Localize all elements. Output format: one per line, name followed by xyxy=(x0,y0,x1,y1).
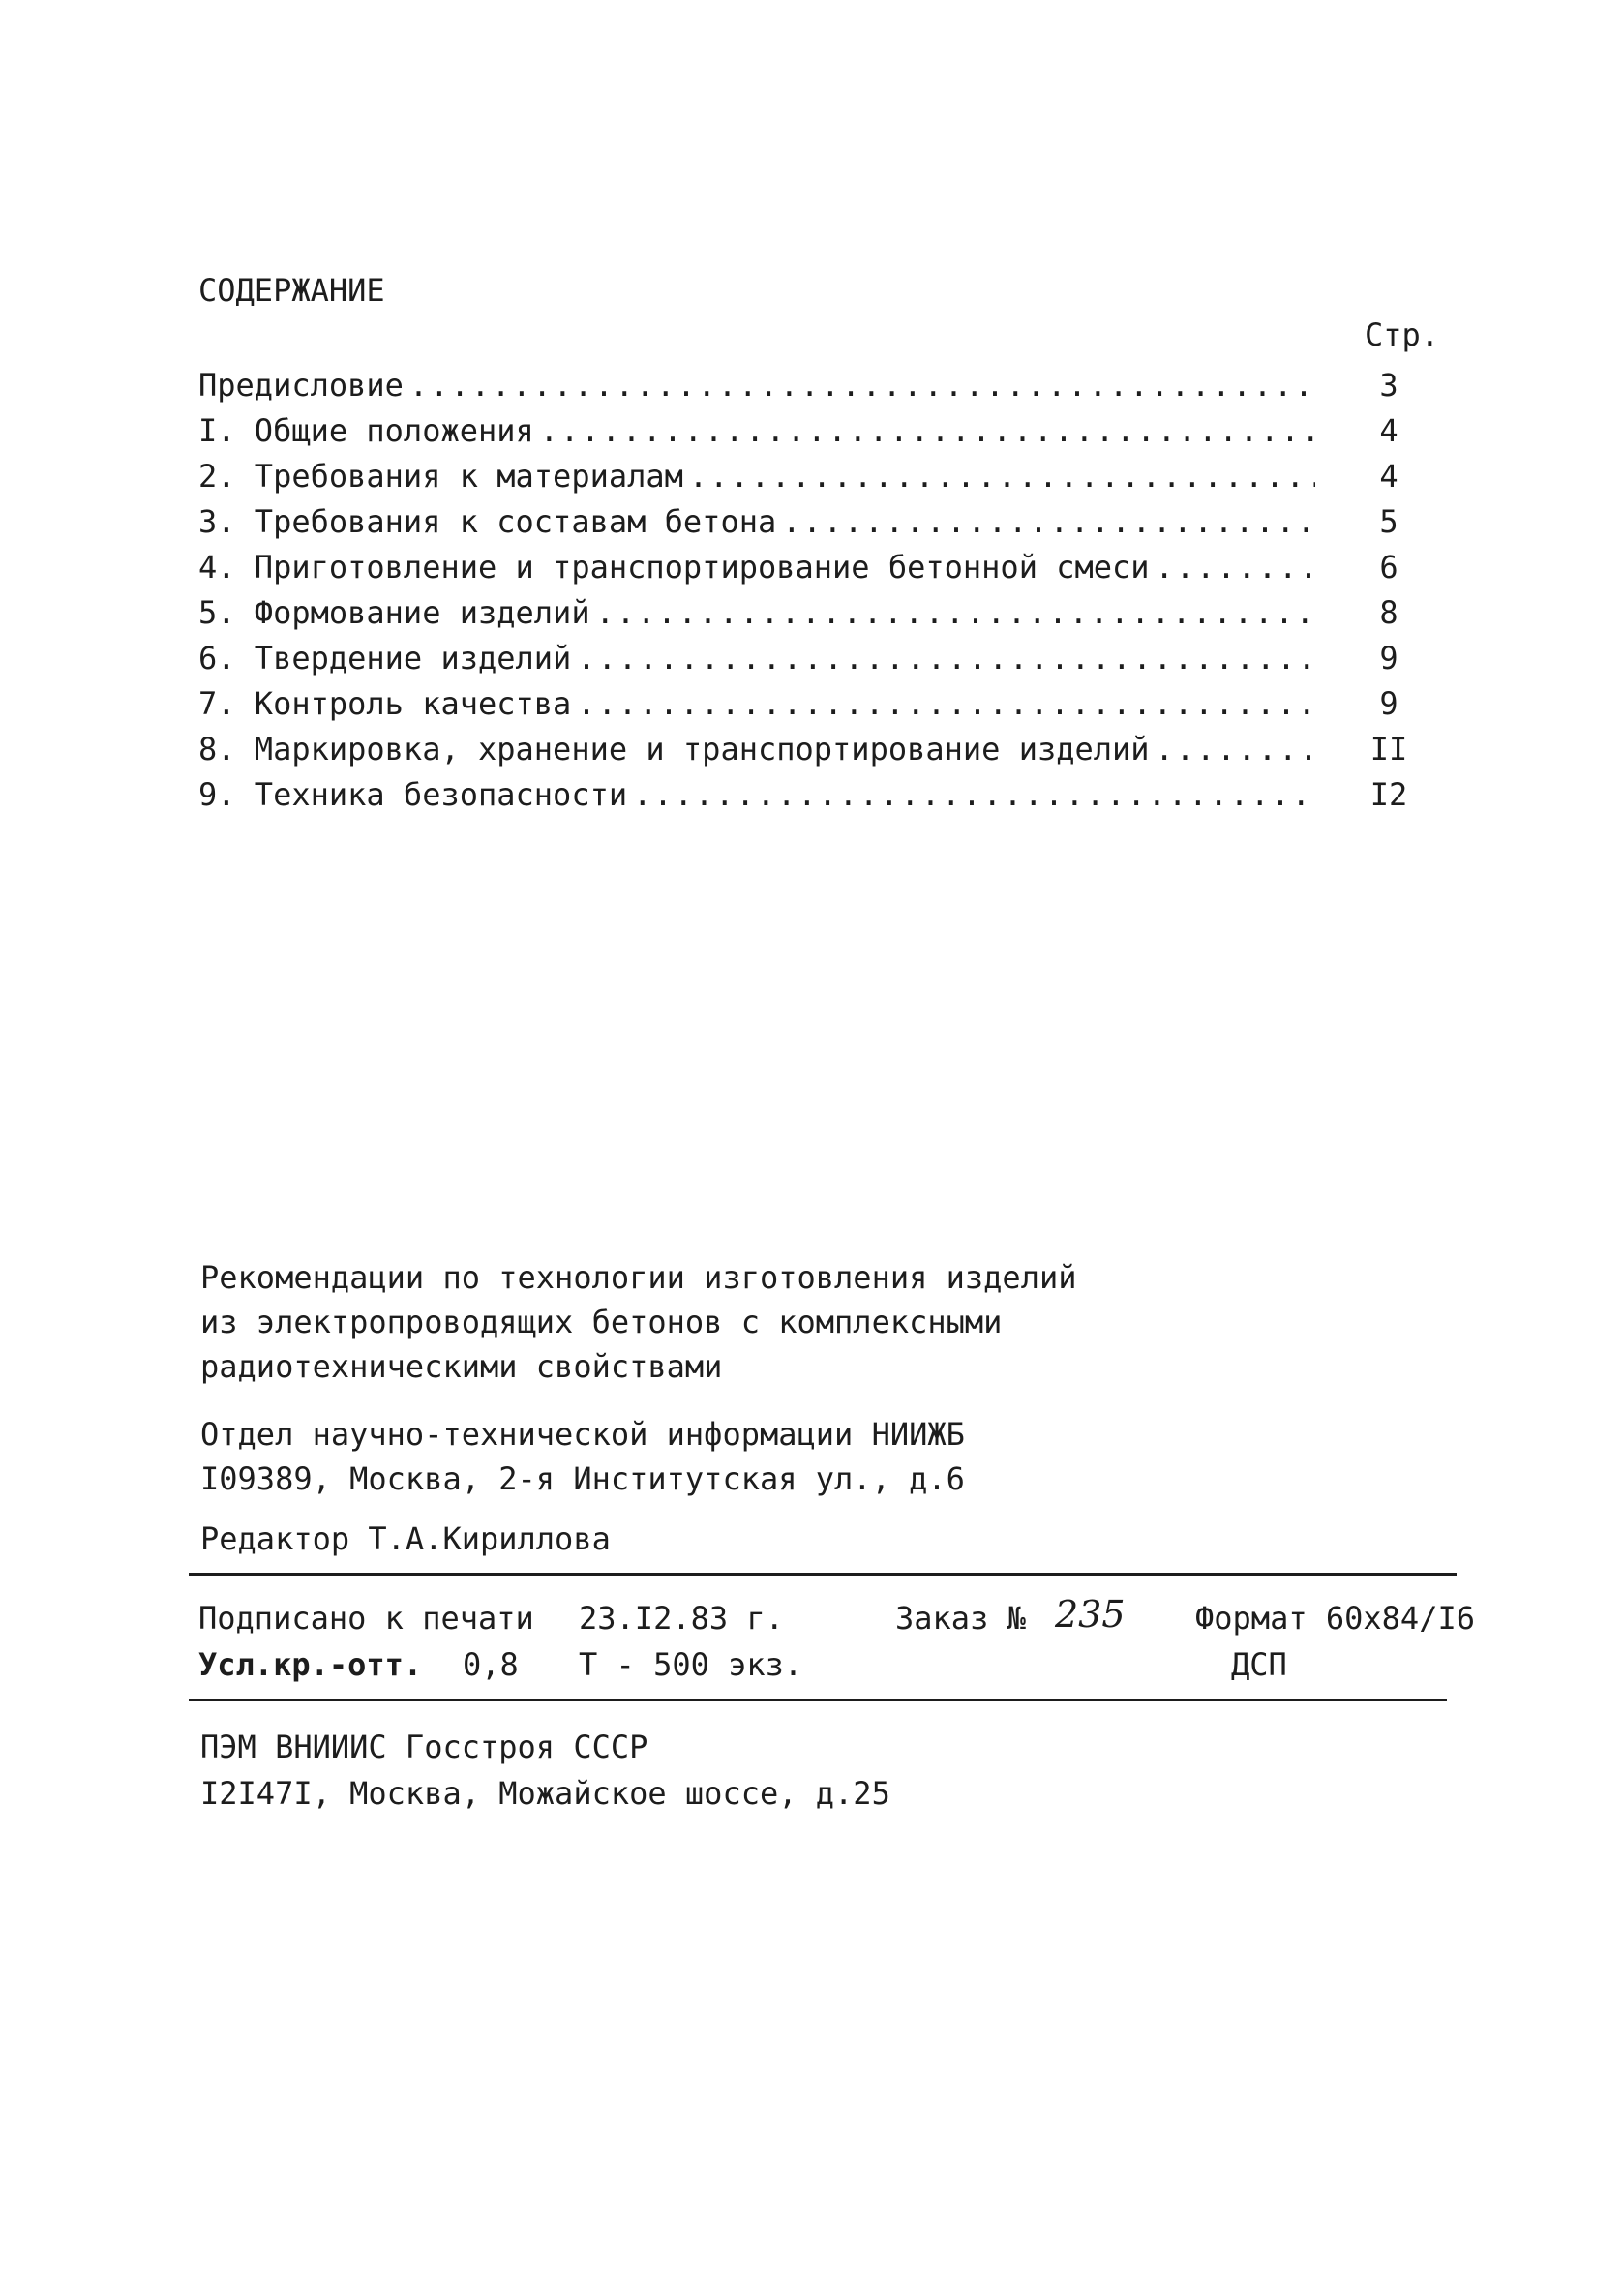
publisher-address: I09389, Москва, 2-я Институтская ул., д.6 xyxy=(200,1460,965,1497)
toc-leader-dots xyxy=(1156,730,1315,768)
publisher-line: Отдел научно-технической информации НИИЖБ xyxy=(200,1416,965,1453)
toc-item-page: II xyxy=(1369,731,1408,767)
signed-label: Подписано к печати xyxy=(198,1600,534,1637)
toc-item-title: 7. Контроль качества xyxy=(198,685,572,722)
toc-leader-dots xyxy=(689,457,1315,496)
toc-item xyxy=(198,593,1428,632)
toc-item-title: 9. Техника безопасности xyxy=(198,776,628,813)
toc-item xyxy=(198,548,1428,586)
toc-item xyxy=(198,411,1428,450)
toc-page-column-label: Стр. xyxy=(1365,316,1440,353)
toc-item-page: 9 xyxy=(1379,640,1398,676)
toc-item xyxy=(198,639,1428,677)
toc-leader-dots xyxy=(596,593,1315,632)
divider-bottom xyxy=(189,1699,1447,1701)
toc-leader-dots xyxy=(633,775,1315,814)
colophon-title-line: Рекомендации по технологии изготовления изделий xyxy=(200,1259,1077,1296)
printer-line: ПЭМ ВНИИИС Госстроя СССР xyxy=(200,1729,648,1765)
restriction: ДСП xyxy=(1231,1646,1287,1683)
toc-item xyxy=(198,366,1428,405)
toc-item xyxy=(198,775,1428,814)
toc-item-title: 3. Требования к составам бетона xyxy=(198,503,777,540)
toc-leader-dots xyxy=(409,366,1315,405)
toc-item-title: 5. Формование изделий xyxy=(198,594,590,631)
toc-item xyxy=(198,684,1428,723)
toc-item-page: 3 xyxy=(1379,367,1398,404)
order-label: Заказ № xyxy=(895,1600,1026,1637)
toc-leader-dots xyxy=(577,684,1315,723)
order-number: 235 xyxy=(1055,1593,1126,1636)
toc-item-title: 6. Твердение изделий xyxy=(198,640,572,676)
toc-item-page: 9 xyxy=(1379,685,1398,722)
editor: Редактор Т.А.Кириллова xyxy=(200,1520,611,1557)
toc-item-page: 8 xyxy=(1379,594,1398,631)
toc-item xyxy=(198,502,1428,541)
toc-item-title: 8. Маркировка, хранение и транспортирование изделий xyxy=(198,731,1150,767)
toc-item-page: 4 xyxy=(1379,458,1398,495)
colophon-title-line: радиотехническими свойствами xyxy=(200,1348,723,1385)
toc-leader-dots xyxy=(1156,548,1315,586)
toc-item xyxy=(198,457,1428,496)
toc-item-page: 4 xyxy=(1379,412,1398,449)
toc-item-title: 4. Приготовление и транспортирование бетонной смеси xyxy=(198,549,1150,586)
format: Формат 60х84/I6 xyxy=(1195,1600,1475,1637)
toc-leader-dots xyxy=(782,502,1315,541)
print-sheets-value: 0,8 xyxy=(463,1646,519,1683)
toc-item-title: 2. Требования к материалам xyxy=(198,458,683,495)
toc-item-page: 6 xyxy=(1379,549,1398,586)
divider-top xyxy=(189,1573,1457,1576)
toc-item xyxy=(198,730,1428,768)
printer-address: I2I47I, Москва, Можайское шоссе, д.25 xyxy=(200,1775,890,1812)
circulation: Т - 500 экз. xyxy=(579,1646,803,1683)
colophon-title-line: из электропроводящих бетонов с комплексными xyxy=(200,1304,1003,1340)
toc-item-title: I. Общие положения xyxy=(198,412,534,449)
toc-item-page: I2 xyxy=(1369,776,1408,813)
toc-leader-dots xyxy=(540,411,1315,450)
print-sheets-label: Усл.кр.-отт. xyxy=(198,1646,423,1683)
toc-leader-dots xyxy=(577,639,1315,677)
signed-date: 23.I2.83 г. xyxy=(579,1600,784,1637)
toc-heading: СОДЕРЖАНИЕ xyxy=(198,272,385,309)
toc-item-title: Предисловие xyxy=(198,367,404,404)
toc-item-page: 5 xyxy=(1379,503,1398,540)
